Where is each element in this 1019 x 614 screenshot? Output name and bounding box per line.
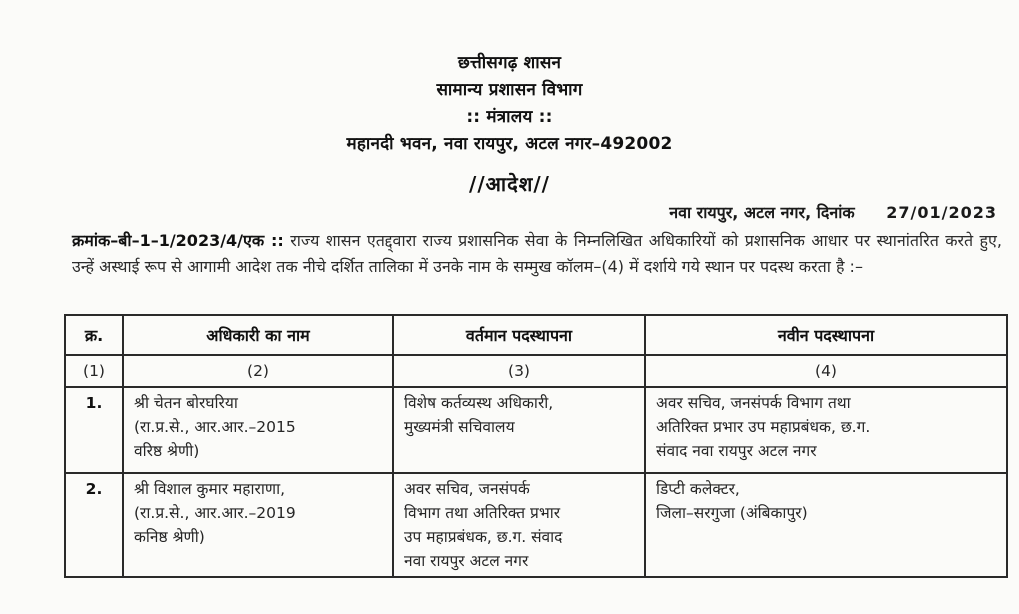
- cell-line: संवाद नवा रायपुर अटल नगर: [656, 442, 817, 460]
- column-number-row: [65, 355, 1007, 387]
- cell-line: श्री विशाल कुमार महाराणा,: [134, 480, 286, 498]
- current-posting-cell: [393, 473, 645, 577]
- cell-line: श्री चेतन बोरघरिया: [134, 394, 238, 412]
- table-row: [65, 387, 1007, 473]
- place-date-line: [669, 201, 997, 223]
- cell-line: (रा.प्र.से., आर.आर.–2019: [134, 504, 296, 522]
- header-officer-name: अधिकारी का नाम: [123, 315, 393, 355]
- cell-line: (रा.प्र.से., आर.आर.–2015: [134, 418, 296, 436]
- cell-line: विशेष कर्तव्यस्थ अधिकारी,: [404, 394, 554, 412]
- order-reference: क्रमांक–बी–1–1/2023/4/एक ::: [72, 231, 284, 250]
- table-row: [65, 473, 1007, 577]
- cell-line: डिप्टी कलेक्टर,: [656, 480, 740, 498]
- table-header-row: [65, 315, 1007, 355]
- order-title: //आदेश//: [469, 172, 550, 196]
- transfer-table: [64, 314, 1008, 578]
- order-date: 27/01/2023: [886, 203, 997, 222]
- ministry-label: :: मंत्रालय ::: [466, 107, 553, 127]
- cell-line: कनिष्ठ श्रेणी): [134, 528, 205, 546]
- cell-line: जिला–सरगुजा (अंबिकापुर): [656, 504, 808, 522]
- cell-line: वरिष्ठ श्रेणी): [134, 442, 200, 460]
- row-serial: 1.: [65, 387, 123, 473]
- column-number: (2): [123, 355, 393, 387]
- order-body: राज्य शासन एतद्द्वारा राज्य प्रशासनिक सेवा के निम्नलिखित अधिकारियों को प्रशासनिक आधार पर स्थानांतरित करते हुए, उन्हें अस्थाई रूप से आगामी आदेश तक नीचे दर्शित तालिका में उनके नाम के सम्मुख कॉलम–(4) में दर्शाये गये स्थान पर पदस्थ करता है :–: [72, 231, 1002, 276]
- cell-line: अवर सचिव, जनसंपर्क विभाग तथा: [656, 394, 851, 412]
- cell-line: अवर सचिव, जनसंपर्क: [404, 480, 530, 498]
- column-number: (3): [393, 355, 645, 387]
- officer-name-cell: [123, 473, 393, 577]
- office-address: महानदी भवन, नवा रायपुर, अटल नगर–492002: [346, 134, 673, 154]
- cell-line: अतिरिक्त प्रभार उप महाप्रबंधक, छ.ग.: [656, 418, 871, 436]
- header-new-posting: नवीन पदस्थापना: [645, 315, 1007, 355]
- order-paragraph: [72, 228, 1002, 280]
- place-label: नवा रायपुर, अटल नगर, दिनांक: [669, 203, 855, 222]
- new-posting-cell: [645, 387, 1007, 473]
- column-number: (1): [65, 355, 123, 387]
- officer-name-cell: [123, 387, 393, 473]
- current-posting-cell: [393, 387, 645, 473]
- header-serial: क्र.: [65, 315, 123, 355]
- cell-line: नवा रायपुर अटल नगर: [404, 552, 529, 570]
- column-number: (4): [645, 355, 1007, 387]
- cell-line: उप महाप्रबंधक, छ.ग. संवाद: [404, 528, 563, 546]
- new-posting-cell: [645, 473, 1007, 577]
- govt-name: छत्तीसगढ़ शासन: [457, 53, 562, 73]
- header-current-posting: वर्तमान पदस्थापना: [393, 315, 645, 355]
- row-serial: 2.: [65, 473, 123, 577]
- department-name: सामान्य प्रशासन विभाग: [436, 80, 583, 100]
- cell-line: विभाग तथा अतिरिक्त प्रभार: [404, 504, 561, 522]
- cell-line: मुख्यमंत्री सचिवालय: [404, 418, 515, 436]
